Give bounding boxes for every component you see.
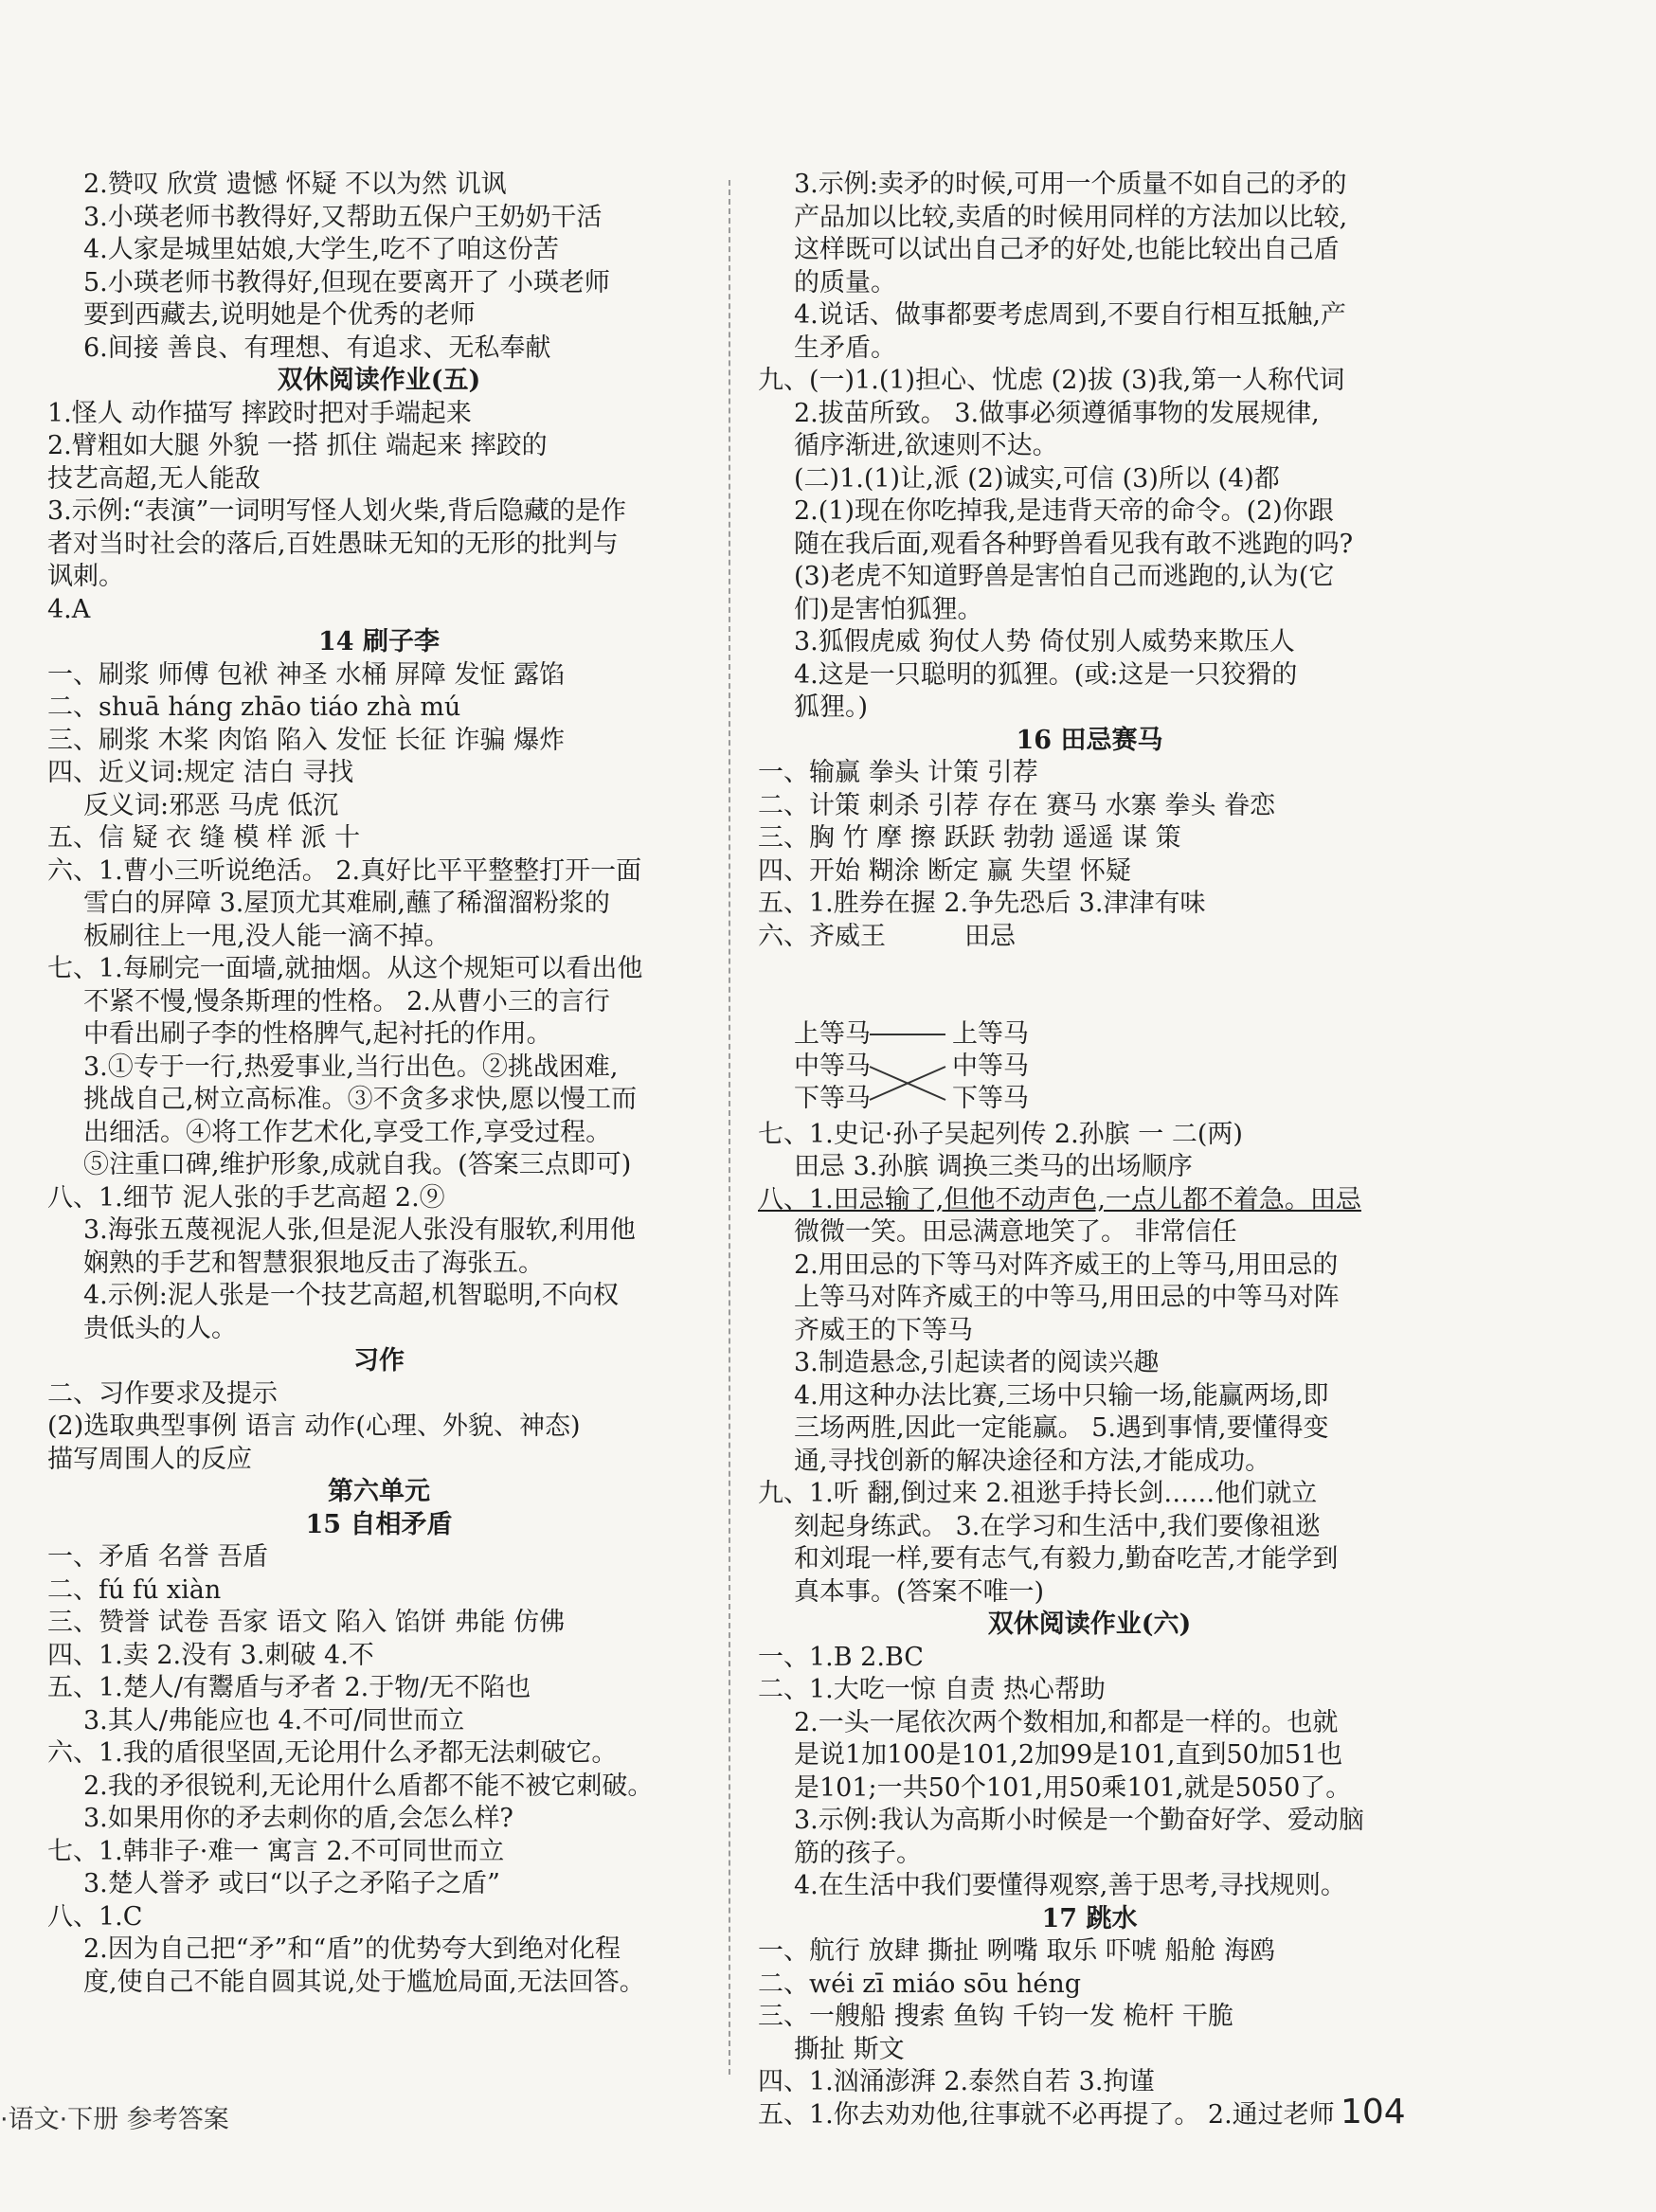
answer-line: 一、矛盾 名誉 吾盾 [47,1542,269,1572]
answer-line: 4.用这种办法比赛,三场中只输一场,能赢两场,即 [794,1380,1329,1411]
answer-line: 生矛盾。 [794,333,896,363]
answer-line: 三、刷浆 木桨 肉馅 陷入 发怔 长征 诈骗 爆炸 [47,725,566,755]
answer-line: 要到西藏去,说明她是个优秀的老师 [83,300,476,330]
answer-line: 者对当时社会的落后,百姓愚昧无知的无形的批判与 [47,529,619,559]
answer-line: 2.臂粗如大腿 外貌 一搭 抓住 端起来 摔跤的 [47,431,548,460]
answer-line: 描写周围人的反应 [47,1444,252,1474]
answer-line: 2.(1)现在你吃掉我,是违背天帝的命令。(2)你跟 [794,496,1334,526]
answer-line: 五、1.你去劝劝他,往事就不必再提了。 2.通过老师 [758,2099,1335,2130]
answer-line: 田忌 3.孙膑 调换三类马的出场顺序 [794,1152,1193,1181]
answer-line: 6.间接 善良、有理想、有追求、无私奉献 [83,333,551,363]
answer-line: 的质量。 [794,267,896,297]
answer-line: 中看出刷子李的性格脾气,起衬托的作用。 [83,1019,552,1049]
answer-line: 二、wéi zī miáo sōu héng [758,1969,1082,1999]
answer-line: 七、1.史记·孙子吴起列传 2.孙膑 一 二(两) [758,1119,1243,1149]
answer-line: 4.人家是城里姑娘,大学生,吃不了咱这份苦 [83,235,559,264]
answer-line: 微微一笑。田忌满意地笑了。 非常信任 [794,1217,1237,1247]
answer-line: 4.在生活中我们要懂得观察,善于思考,寻找规则。 [794,1871,1346,1900]
answer-line: 4.A [47,594,91,624]
answer-line: 2.赞叹 欣赏 遗憾 怀疑 不以为然 讥讽 [83,170,507,199]
answer-line: 四、近义词:规定 洁白 寻找 [47,758,354,787]
section-heading: 习作 [353,1346,405,1376]
answer-line: 筋的孩子。 [794,1838,922,1868]
diagram-left-title: 六、齐威王 [758,921,886,951]
answer-line: 八、1.细节 泥人张的手艺高超 2.⑨ [47,1182,445,1213]
answer-line: 二、fú fú xiàn [47,1574,222,1605]
answer-line: 三、胸 竹 摩 擦 跃跃 勃勃 遥遥 谋 策 [758,823,1181,853]
answer-line: 和刘琨一样,要有志气,有毅力,勤奋吃苦,才能学到 [794,1544,1339,1574]
answer-line: 3.示例:我认为高斯小时候是一个勤奋好学、爱动脑 [794,1806,1364,1835]
answer-line: 二、1.大吃一惊 自责 热心帮助 [758,1675,1106,1704]
answer-line: 3.如果用你的矛去刺你的盾,会怎么样? [83,1804,513,1833]
answer-line: 真本事。(答案不唯一) [794,1576,1045,1607]
answer-line: 板刷往上一甩,没人能一滴不掉。 [83,921,450,951]
right-column-part-b [758,1119,1421,2132]
answer-line: 4.示例:泥人张是一个技艺高超,机智聪明,不向权 [83,1281,620,1310]
answer-line: 3.示例:“表演”一词明写怪人划火柴,背后隐藏的是作 [47,496,627,526]
answer-line: (2)选取典型事例 语言 动作(心理、外貌、神态) [47,1412,581,1441]
section-heading: 16 田忌赛马 [1016,725,1163,755]
answer-line: 这样既可以试出自己矛的好处,也能比较出自己盾 [794,235,1340,264]
tian-horse-mid: 中等马 [952,1051,1029,1081]
answer-line: 4.这是一只聪明的狐狸。(或:这是一只狡猾的 [794,659,1298,690]
answer-line: 反义词:邪恶 马虎 低沉 [83,790,339,820]
answer-line: 撕扯 斯文 [794,2034,905,2064]
answer-line: 五、1.楚人/有鬻盾与矛者 2.于物/无不陷也 [47,1673,531,1702]
answer-line: (3)老虎不知道野兽是害怕自己而逃跑的,认为(它 [794,562,1335,591]
answer-line: 四、1.卖 2.没有 3.刺破 4.不 [47,1640,374,1670]
answer-line: 一、输赢 拳头 计策 引荐 [758,758,1038,787]
answer-line: (二)1.(1)让,派 (2)诚实,可信 (3)所以 (4)都 [794,463,1280,494]
answer-line: 3.①专于一行,热爱事业,当行出色。②挑战困难, [83,1052,619,1082]
answer-line: 三、一艘船 搜索 鱼钩 千钧一发 桅杆 干脆 [758,2002,1233,2031]
section-heading: 17 跳水 [1041,1903,1138,1933]
answer-line: 们)是害怕狐狸。 [794,594,983,624]
section-heading: 15 自相矛盾 [305,1509,453,1539]
section-heading: 双休阅读作业(六) [987,1610,1192,1639]
column-divider [729,180,730,2075]
answer-line: 3.狐假虎威 狗仗人势 倚仗别人威势来欺压人 [794,627,1295,656]
answer-line: 狐狸。) [794,692,869,722]
answer-line: 娴熟的手艺和智慧狠狠地反击了海张五。 [83,1248,544,1278]
answer-line: 三、赞誉 试卷 吾家 语文 陷入 馅饼 弗能 仿佛 [47,1608,566,1637]
answer-line: 3.海张五蔑视泥人张,但是泥人张没有服软,利用他 [83,1215,636,1245]
right-column-part-a [758,169,1421,921]
qi-horse-mid: 中等马 [794,1051,871,1081]
answer-line: 3.其人/弗能应也 4.不可/同世而立 [83,1705,465,1735]
answer-line: 不紧不慢,慢条斯理的性格。 2.从曹小三的言行 [83,986,610,1016]
answer-line: 一、1.B 2.BC [758,1642,924,1672]
section-heading: 14 刷子李 [318,627,440,656]
tian-horse-top: 上等马 [952,1018,1029,1049]
answer-line: 三场两胜,因此一定能赢。 5.遇到事情,要懂得变 [794,1413,1329,1443]
answer-line: 产品加以比较,卖盾的时候用同样的方法加以比较, [794,202,1348,232]
right-column [758,169,1421,2131]
horse-pairing-diagram [758,1018,1421,1119]
answer-line: 3.制造悬念,引起读者的阅读兴趣 [794,1348,1160,1377]
answer-line: 2.拔苗所致。 3.做事必须遵循事物的发展规律, [794,398,1320,428]
answer-line: 随在我后面,观看各种野兽看见我有敢不逃跑的吗? [794,529,1354,559]
answer-line: 贵低头的人。 [83,1313,237,1343]
section-heading: 第六单元 [328,1477,430,1506]
answer-line: 1.怪人 动作描写 摔跤时把对手端起来 [47,398,472,428]
answer-line: 是101;一共50个101,用50乘101,就是5050了。 [794,1772,1352,1803]
answer-line: 七、1.每刷完一面墙,就抽烟。从这个规矩可以看出他 [47,954,643,983]
answer-line: 一、刷浆 师傅 包袱 神圣 水桶 屏障 发怔 露馅 [47,659,566,690]
answer-line: 八、1.田忌输了,但他不动声色,一点儿都不着急。田忌 [758,1184,1361,1214]
answer-line: 技艺高超,无人能敌 [47,463,261,494]
answer-line: 四、1.汹涌澎湃 2.泰然自若 3.拘谨 [758,2067,1155,2096]
answer-line: 3.示例:卖矛的时候,可用一个质量不如自己的矛的 [794,170,1347,199]
answer-line: 3.小瑛老师书教得好,又帮助五保户王奶奶干活 [83,202,603,232]
answer-line: 讽刺。 [47,562,124,591]
tian-horse-low: 下等马 [952,1083,1029,1113]
answer-line: 2.我的矛很锐利,无论用什么盾都不能不被它刺破。 [83,1771,654,1801]
answer-line: 七、1.韩非子·难一 寓言 2.不可同世而立 [47,1836,505,1866]
answer-line: 四、开始 糊涂 断定 赢 失望 怀疑 [758,855,1131,886]
answer-line: 二、shuā háng zhāo tiáo zhà mú [47,692,461,722]
answer-line: 二、习作要求及提示 [47,1378,278,1409]
answer-line: 度,使自己不能自圆其说,处于尴尬局面,无法回答。 [83,1967,645,1997]
answer-line: ⑤注重口碑,维护形象,成就自我。(答案三点即可) [83,1150,632,1179]
left-column [47,169,711,1999]
answer-line: 一、航行 放肆 撕扯 咧嘴 取乐 吓唬 船舱 海鸥 [758,1936,1276,1966]
answer-line: 雪白的屏障 3.屋顶尤其难刷,蘸了稀溜溜粉浆的 [83,889,610,918]
answer-line: 2.因为自己把“矛”和“盾”的优势夸大到绝对化程 [83,1934,621,1964]
page-footer [0,2093,1656,2146]
qi-horse-top: 上等马 [794,1018,871,1049]
answer-line: 循序渐进,欲速则不达。 [794,431,1058,460]
answer-line: 2.用田忌的下等马对阵齐威王的上等马,用田忌的 [794,1250,1339,1280]
answer-line: 九、(一)1.(1)担心、忧虑 (2)拔 (3)我,第一人称代词 [758,366,1345,395]
answer-line: 2.一头一尾依次两个数相加,和都是一样的。也就 [794,1707,1339,1737]
answer-line: 3.楚人誉矛 或曰“以子之矛陷子之盾” [83,1869,500,1898]
answer-line: 齐威王的下等马 [794,1315,973,1345]
qi-horse-low: 下等马 [794,1083,871,1113]
answer-line: 六、1.我的盾很坚固,无论用什么矛都无法刺破它。 [47,1738,618,1768]
answer-line: 出细活。④将工作艺术化,享受工作,享受过程。 [83,1117,612,1147]
answer-line: 4.说话、做事都要考虑周到,不要自行相互抵触,产 [794,300,1346,330]
answer-line: 挑战自己,树立高标准。③不贪多求快,愿以慢工而 [83,1085,638,1114]
diagram-right-title: 田忌 [964,921,1016,951]
answer-line: 九、1.听 翻,倒过来 2.祖逖手持长剑……他们就立 [758,1479,1318,1508]
answer-line: 5.小瑛老师书教得好,但现在要离开了 小瑛老师 [83,267,610,297]
answer-line: 通,寻找创新的解决途径和方法,才能成功。 [794,1446,1271,1476]
answer-line: 是说1加100是101,2加99是101,直到50加51也 [794,1740,1343,1770]
answer-line: 刻起身练武。 3.在学习和生活中,我们要像祖逖 [794,1511,1321,1541]
footer-book-title: ·语文·下册 参考答案 [0,2105,229,2134]
answer-line: 五、信 疑 衣 缝 模 样 派 十 [47,823,361,853]
horse-race-diagram [758,921,1421,1018]
answer-line: 二、计策 刺杀 引荐 存在 赛马 水寨 拳头 眷恋 [758,790,1276,820]
answer-line: 六、1.曹小三听说绝活。 2.真好比平平整整打开一面 [47,855,642,886]
answer-line: 八、1.C [47,1901,143,1932]
answer-line: 五、1.胜券在握 2.争先恐后 3.津津有味 [758,889,1206,918]
page-number: 104 [1341,2093,1406,2131]
section-heading: 双休阅读作业(五) [277,366,481,395]
answer-line: 上等马对阵齐威王的中等马,用田忌的中等马对阵 [794,1283,1340,1312]
